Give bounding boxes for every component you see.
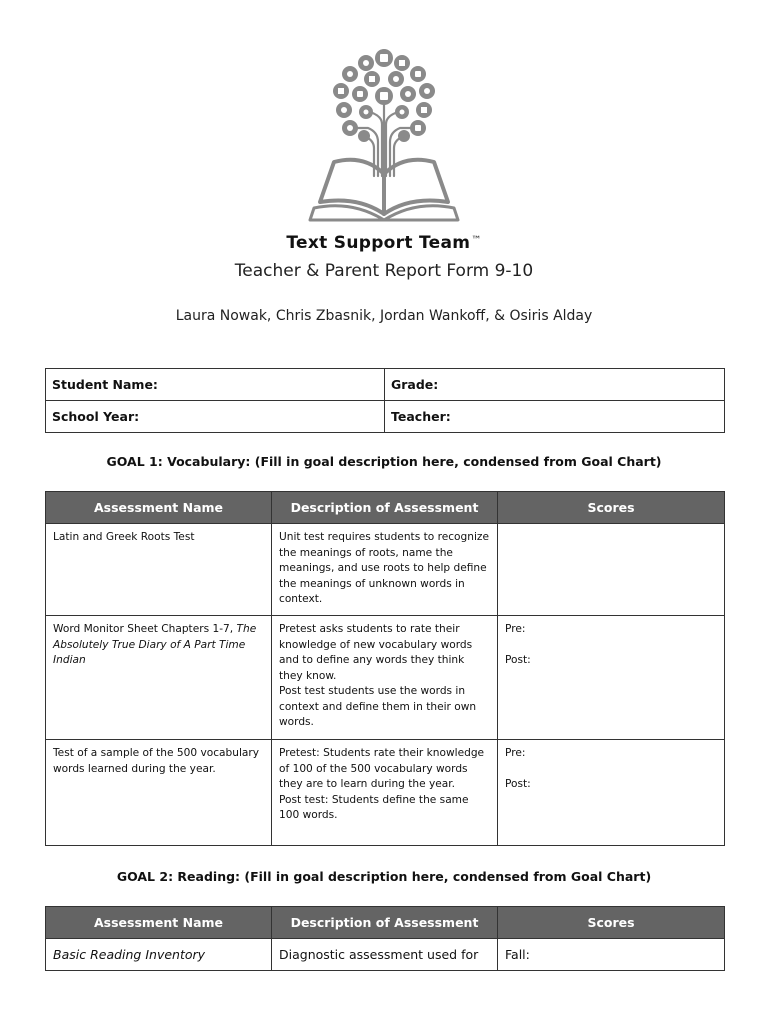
goal1-heading: GOAL 1: Vocabulary: (Fill in goal description here, condensed from Goal Chart) bbox=[106, 454, 662, 469]
assessment-name-cell bbox=[46, 939, 272, 971]
goal1-assessment-table bbox=[45, 491, 725, 846]
post-score-label: Post: bbox=[505, 777, 531, 790]
description-cell: Unit test requires students to recognize the meanings of roots, name the meanings, and use roots to help define the meanings of unknown words in context. bbox=[272, 524, 498, 616]
book-title: The Absolutely True Diary of A Part Time Indian bbox=[53, 623, 257, 666]
teacher-field[interactable]: Teacher: bbox=[385, 401, 725, 433]
scores-cell[interactable] bbox=[498, 616, 725, 740]
column-header: Assessment Name bbox=[46, 492, 272, 524]
description-cell: Diagnostic assessment used for bbox=[272, 939, 498, 971]
table-row bbox=[46, 524, 725, 616]
goal2-heading: GOAL 2: Reading: (Fill in goal description here, condensed from Goal Chart) bbox=[116, 869, 652, 884]
authors-line: Laura Nowak, Chris Zbasnik, Jordan Wankoff, & Osiris Alday bbox=[175, 308, 593, 324]
assessment-name-cell: Test of a sample of the 500 vocabulary words learned during the year. bbox=[46, 740, 272, 846]
table-row bbox=[46, 401, 725, 433]
table-row bbox=[46, 939, 725, 971]
column-header: Scores bbox=[498, 492, 725, 524]
table-header-row bbox=[46, 907, 725, 939]
form-title: Teacher & Parent Report Form 9-10 bbox=[234, 261, 534, 281]
column-header: Scores bbox=[498, 907, 725, 939]
description-cell bbox=[272, 616, 498, 740]
table-row bbox=[46, 369, 725, 401]
description-cell bbox=[272, 740, 498, 846]
column-header: Description of Assessment bbox=[272, 907, 498, 939]
column-header: Assessment Name bbox=[46, 907, 272, 939]
assessment-name-cell: Latin and Greek Roots Test bbox=[46, 524, 272, 616]
post-score-label: Post: bbox=[505, 653, 531, 666]
assessment-name-text: Basic Reading Inventory bbox=[53, 946, 206, 962]
scores-cell[interactable] bbox=[498, 524, 725, 616]
trademark-symbol: ™ bbox=[471, 235, 482, 246]
fall-score-label: Fall: bbox=[505, 946, 530, 962]
scores-cell[interactable] bbox=[498, 740, 725, 846]
brand-name: Text Support Team bbox=[286, 233, 471, 253]
description-text: Pretest: Students rate their knowledge of 100 of the 500 vocabulary words they are to learn during the year. bbox=[279, 747, 485, 790]
table-header-row bbox=[46, 492, 725, 524]
text-support-team-logo bbox=[308, 44, 460, 226]
goal2-assessment-table bbox=[45, 906, 725, 971]
description-text: Pretest asks students to rate their knowledge of new vocabulary words and to define any words they think they know. bbox=[279, 623, 473, 682]
pre-score-label: Pre: bbox=[505, 747, 526, 759]
grade-field[interactable]: Grade: bbox=[385, 369, 725, 401]
description-text: Post test students use the words in context and define them in their own words. bbox=[279, 685, 477, 728]
scores-cell[interactable] bbox=[498, 939, 725, 971]
pre-score-label: Pre: bbox=[505, 623, 526, 635]
column-header: Description of Assessment bbox=[272, 492, 498, 524]
assessment-name-text: Word Monitor Sheet Chapters 1-7, bbox=[53, 623, 237, 635]
school-year-field[interactable]: School Year: bbox=[46, 401, 385, 433]
description-text: Post test: Students define the same 100 words. bbox=[279, 793, 469, 821]
table-row bbox=[46, 740, 725, 846]
table-row bbox=[46, 616, 725, 740]
assessment-name-cell bbox=[46, 616, 272, 740]
student-info-table bbox=[45, 368, 725, 433]
brand-title bbox=[0, 233, 768, 253]
student-name-field[interactable]: Student Name: bbox=[46, 369, 385, 401]
